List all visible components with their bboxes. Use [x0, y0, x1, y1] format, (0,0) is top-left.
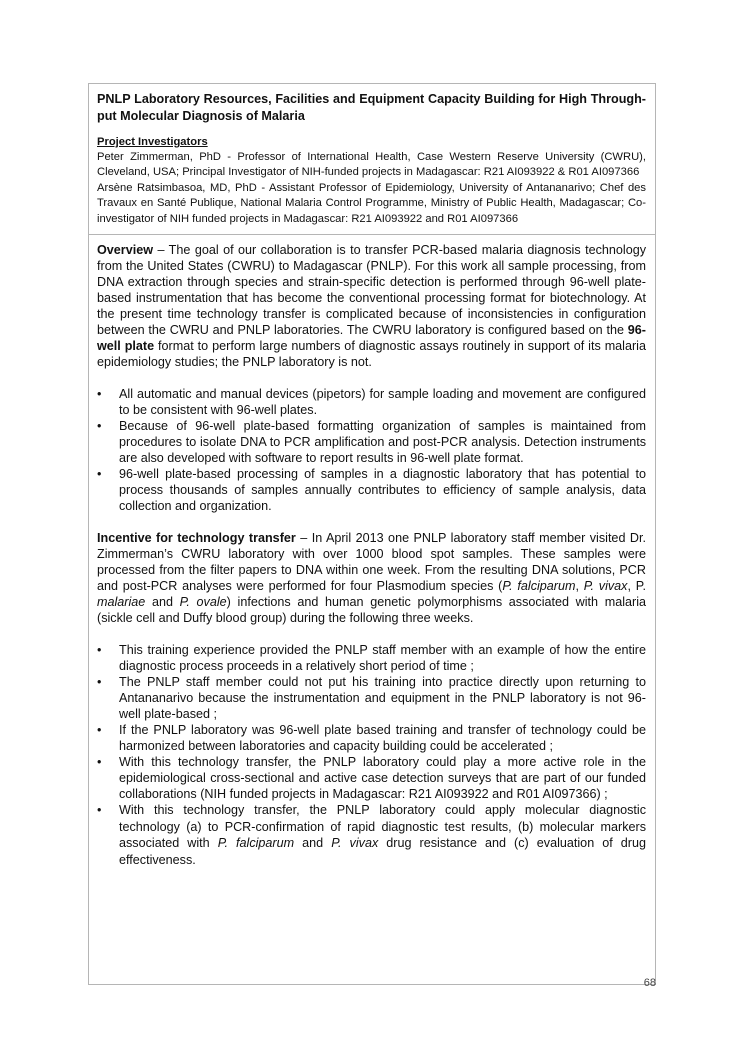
list-item: • Because of 96-well plate-based formatting organization of samples is maintained from procedures to isolate DNA to PCR amplification and post-PCR analysis. Detection instruments are also developed with software to report results in 96-well plate format.	[97, 419, 646, 466]
list-item: • This training experience provided the PNLP staff member with an example of how the entire diagnostic process proceeds in a relatively short period of time ;	[97, 643, 646, 674]
overview-bullet-list	[97, 386, 646, 514]
bullet-icon: •	[97, 419, 102, 434]
list-item: • All automatic and manual devices (pipetors) for sample loading and movement are configured to be consistent with 96-well plates.	[97, 387, 646, 418]
overview-text: – The goal of our collaboration is to transfer PCR-based malaria diagnosis technology from the United States (CWRU) to Madagascar (PNLP). For this work all sample processing, from DNA extraction through species and strain-specific detection is performed through 96-well plate-based instrumentation that has become the conventional processing format for biotechnology. At the present time technology transfer is complicated because of inconsistencies in configuration between the CWRU and PNLP laboratories. The CWRU laboratory is configured based on the	[97, 243, 646, 338]
document-body	[97, 91, 646, 868]
investigator-entry: Arsène Ratsimbasoa, MD, PhD - Assistant Professor of Epidemiology, University of Antananarivo; Chef des Travaux en Santé Publique, National Malaria Control Programme, Ministry of Public Health, Madagascar; Co-investigator of NIH funded projects in Madagascar: R21 AI093922 and R01 AI097366	[97, 181, 646, 225]
section-divider	[88, 234, 655, 235]
bullet-icon: •	[97, 387, 102, 402]
overview-text: format to perform large numbers of diagnostic assays routinely in support of its malaria epidemiology studies; the PNLP laboratory is not.	[97, 339, 646, 370]
bullet-icon: •	[97, 675, 102, 690]
bullet-icon: •	[97, 723, 102, 738]
investigators-heading: Project Investigators	[97, 136, 208, 148]
list-item: • With this technology transfer, the PNLP laboratory could apply molecular diagnostic technology (a) to PCR-confirmation of rapid diagnostic test results, (b) molecular markers associated with P. falciparum and P. vivax drug resistance and (c) evaluation of drug effectiveness.	[97, 803, 646, 867]
overview-label: Overview	[97, 243, 154, 258]
list-item: • The PNLP staff member could not put his training into practice directly upon returning to Antananarivo because the instrumentation and equipment in the PNLP laboratory is not 96-well plate-based ;	[97, 675, 646, 722]
list-item: • With this technology transfer, the PNLP laboratory could play a more active role in the epidemiological cross-sectional and active case detection surveys that are part of our funded collaborations (NIH funded projects in Madagascar: R21 AI093922 and R01 AI097366) ;	[97, 755, 646, 802]
list-item: • If the PNLP laboratory was 96-well plate based training and transfer of technology could be harmonized between laboratories and capacity building could be accelerated ;	[97, 723, 646, 754]
page-number: 68	[643, 977, 656, 989]
investigator-entry: Peter Zimmerman, PhD - Professor of International Health, Case Western Reserve University (CWRU), Cleveland, USA; Principal Investigator of NIH-funded projects in Madagascar: R21 AI093922 & R01 AI097366	[97, 151, 646, 179]
incentive-label: Incentive for technology transfer	[97, 531, 296, 546]
incentive-bullet-list-last	[97, 802, 646, 868]
list-item: • 96-well plate-based processing of samples in a diagnostic laboratory that has potential to process thousands of samples annually contributes to efficiency of sample analysis, data collection and organization.	[97, 467, 646, 514]
bullet-icon: •	[97, 467, 102, 482]
incentive-paragraph: Incentive for technology transfer – In April 2013 one PNLP laboratory staff member visited Dr. Zimmerman’s CWRU laboratory with over 1000 blood spot samples. These samples were processed from the filter papers to DNA within one week. From the resulting DNA solutions, PCR and post-PCR analyses were performed for four Plasmodium species (P. falciparum, P. vivax, P. malariae and P. ovale) infections and human genetic polymorphisms associated with malaria (sickle cell and Duffy blood group) during the following three weeks.	[97, 531, 647, 626]
incentive-bullet-list	[97, 642, 646, 802]
overview-paragraph	[97, 242, 646, 370]
document-title: PNLP Laboratory Resources, Facilities and Equipment Capacity Building for High Through-put Molecular Diagnosis of Malaria	[97, 92, 646, 123]
bullet-icon: •	[97, 643, 102, 658]
bullet-icon: •	[97, 755, 102, 770]
bullet-icon: •	[97, 803, 102, 818]
overview-emphasis: 96-well plate	[97, 323, 646, 354]
